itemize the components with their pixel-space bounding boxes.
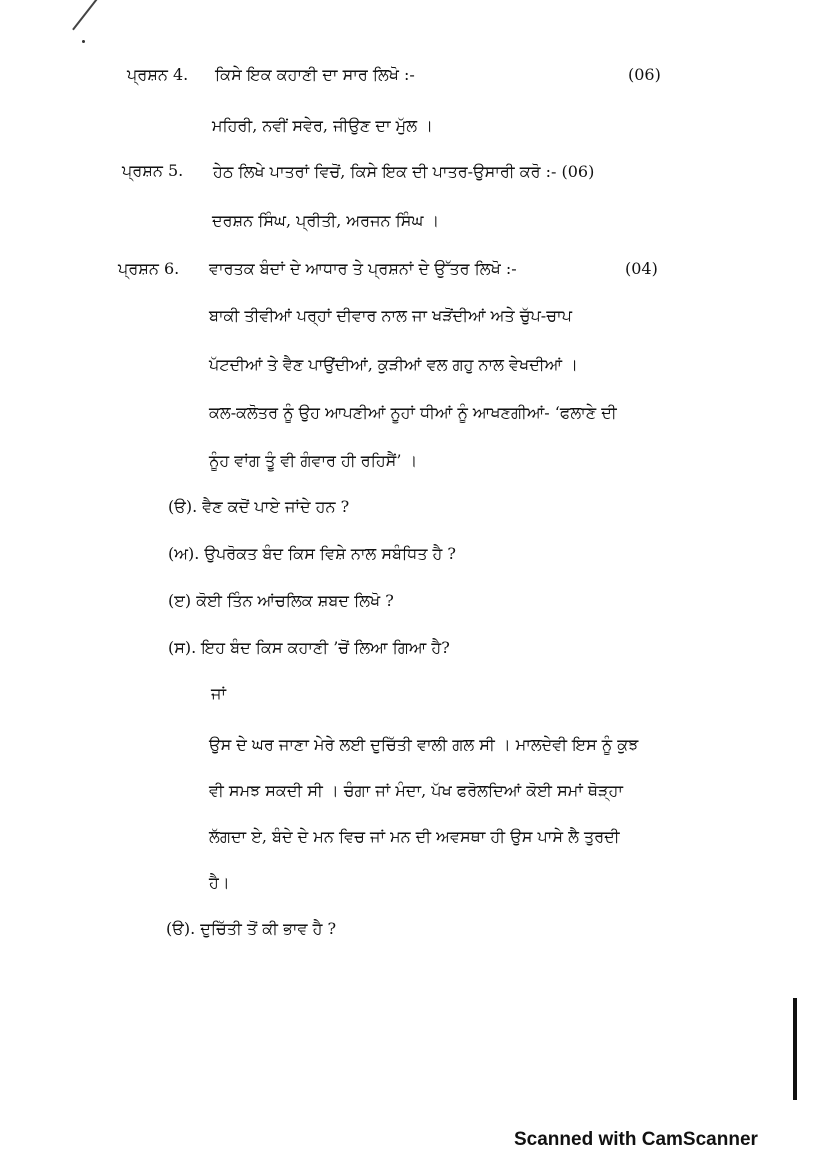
q5-text: ਹੇਠ ਲਿਖੇ ਪਾਤਰਾਂ ਵਿਚੋਂ, ਕਿਸੇ ਇਕ ਦੀ ਪਾਤਰ-ਉਸਾਰੀ ਕਰੋ :- (06) [213,162,595,181]
passage1-line-2: ਪੱਟਦੀਆਂ ਤੇ ਵੈਣ ਪਾਉਂਦੀਆਂ, ਕੁੜੀਆਂ ਵਲ ਗਹੁ ਨਾਲ ਵੇਖਦੀਆਂ । [209,355,578,374]
q6-label: ਪ੍ਰਸ਼ਨ 6. [118,259,180,278]
passage1-line-3: ਕਲ-ਕਲੋਤਰ ਨੂੰ ਉਹ ਆਪਣੀਆਂ ਨੂਹਾਂ ਧੀਆਂ ਨੂੰ ਆਖਣਗੀਆਂ- ‘ਫਲਾਣੇ ਦੀ [209,403,617,422]
scan-artifact-edge [793,998,797,1100]
q6-text: ਵਾਰਤਕ ਬੰਦਾਂ ਦੇ ਆਧਾਰ ਤੇ ਪ੍ਰਸ਼ਨਾਂ ਦੇ ਉੱਤਰ ਲਿਖੋ :- [209,259,517,278]
passage1-line-4: ਨੂੰਹ ਵਾਂਗ ਤੂੰ ਵੀ ਗੰਵਾਰ ਹੀ ਰਹਿਸੈਂ’ । [209,451,418,470]
q4-text: ਕਿਸੇ ਇਕ ਕਹਾਣੀ ਦਾ ਸਾਰ ਲਿਖੋ :- [215,65,415,84]
scan-artifact-dot [82,40,85,43]
passage2-line-4: ਹੈ। [209,873,230,892]
passage2-line-2: ਵੀ ਸਮਝ ਸਕਦੀ ਸੀ । ਚੰਗਾ ਜਾਂ ਮੰਦਾ, ਪੱਖ ਫਰੋਲਦਿਆਂ ਕੋਈ ਸਮਾਂ ਥੋੜ੍ਹਾ [209,781,623,800]
passage1-line-1: ਬਾਕੀ ਤੀਵੀਆਂ ਪਰ੍ਹਾਂ ਦੀਵਾਰ ਨਾਲ ਜਾ ਖੜੋਂਦੀਆਂ ਅਤੇ ਚੁੱਪ-ਚਾਪ [209,306,572,325]
sub-question-d: (ਸ). ਇਹ ਬੰਦ ਕਿਸ ਕਹਾਣੀ ’ਚੋਂ ਲਿਆ ਗਿਆ ਹੈ? [168,638,450,657]
passage2-line-1: ਉਸ ਦੇ ਘਰ ਜਾਣਾ ਮੇਰੇ ਲਈ ਦੁਚਿੱਤੀ ਵਾਲੀ ਗਲ ਸੀ । ਮਾਲਦੇਵੀ ਇਸ ਨੂੰ ਕੁਝ [209,735,639,754]
q4-marks: (06) [628,65,661,84]
sub-question-last: (ੳ). ਦੁਚਿੱਤੀ ਤੋਂ ਕੀ ਭਾਵ ਹੈ ? [166,919,337,938]
q4-options: ਮਹਿਰੀ, ਨਵੀਂ ਸਵੇਰ, ਜੀਉਣ ਦਾ ਮੁੱਲ । [212,116,433,135]
q5-options: ਦਰਸ਼ਨ ਸਿੰਘ, ਪ੍ਰੀਤੀ, ਅਰਜਨ ਸਿੰਘ । [212,211,440,230]
q4-label: ਪ੍ਰਸ਼ਨ 4. [127,65,189,84]
sub-question-b: (ਅ). ਉਪਰੋਕਤ ਬੰਦ ਕਿਸ ਵਿਸ਼ੇ ਨਾਲ ਸਬੰਧਿਤ ਹੈ ? [168,544,457,563]
or-label: ਜਾਂ [211,684,226,703]
sub-question-a: (ੳ). ਵੈਣ ਕਦੋਂ ਪਾਏ ਜਾਂਦੇ ਹਨ ? [168,497,350,516]
sub-question-c: (ੲ) ਕੋਈ ਤਿੰਨ ਆਂਚਲਿਕ ਸ਼ਬਦ ਲਿਖੋ ? [168,591,394,610]
scan-artifact-stroke [72,0,99,30]
q6-marks: (04) [625,259,658,278]
camscanner-watermark: Scanned with CamScanner [514,1129,758,1150]
q5-label: ਪ੍ਰਸ਼ਨ 5. [122,161,184,180]
passage2-line-3: ਲੱਗਦਾ ਏ, ਬੰਦੇ ਦੇ ਮਨ ਵਿਚ ਜਾਂ ਮਨ ਦੀ ਅਵਸਥਾ ਹੀ ਉਸ ਪਾਸੇ ਲੈ ਤੁਰਦੀ [209,827,620,846]
